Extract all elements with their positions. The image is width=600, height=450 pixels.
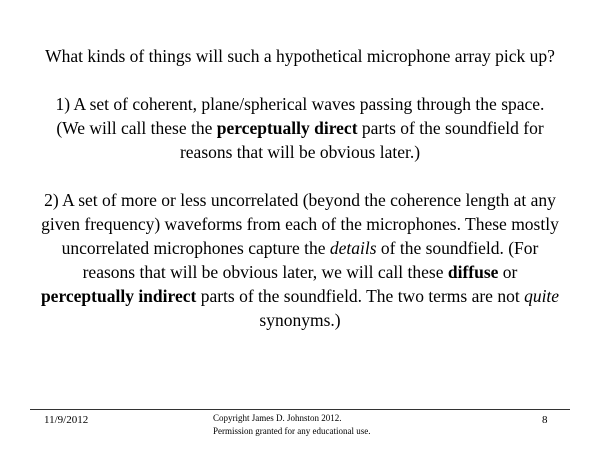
point-1-text-a: 1) A set of coherent, plane/spherical waves passing through the space. (We will call these the bbox=[55, 94, 545, 138]
footer-page-number: 8 bbox=[542, 414, 548, 426]
point-2-text-c: of the soundfield. (For reasons that will be obvious later, we will call these bbox=[82, 238, 539, 282]
spacer bbox=[40, 68, 560, 92]
copyright-line-1: Copyright James D. Johnston 2012. bbox=[213, 413, 342, 423]
point-2-bold-diffuse: diffuse bbox=[447, 262, 499, 282]
slide-body bbox=[40, 44, 560, 332]
point-2-text-e: or bbox=[498, 262, 518, 282]
point-1-text-c: parts of the soundfield for reasons that will be obvious later.) bbox=[179, 118, 544, 162]
point-2 bbox=[40, 188, 560, 332]
footer-divider bbox=[30, 409, 570, 410]
question-text: What kinds of things will such a hypothetical microphone array pick up? bbox=[45, 46, 555, 66]
footer-date: 11/9/2012 bbox=[44, 414, 89, 426]
point-2-text-g: parts of the soundfield. The two terms are not bbox=[196, 286, 525, 306]
point-2-bold-indirect: perceptually indirect bbox=[40, 286, 197, 306]
point-1 bbox=[40, 92, 560, 164]
point-2-text-i: synonyms.) bbox=[259, 310, 341, 330]
point-2-text-a: 2) A set of more or less uncorrelated (beyond the coherence length at any given frequency) waveforms from each of the microphones. These mostly uncorrelated microphones capture the bbox=[41, 190, 559, 258]
copyright-line-2: Permission granted for any educational use. bbox=[213, 426, 371, 436]
point-1-bold-term: perceptually direct bbox=[216, 118, 358, 138]
footer-copyright bbox=[213, 412, 370, 438]
point-2-italic-quite: quite bbox=[524, 286, 560, 306]
spacer bbox=[40, 164, 560, 188]
point-2-italic-details: details bbox=[329, 238, 377, 258]
